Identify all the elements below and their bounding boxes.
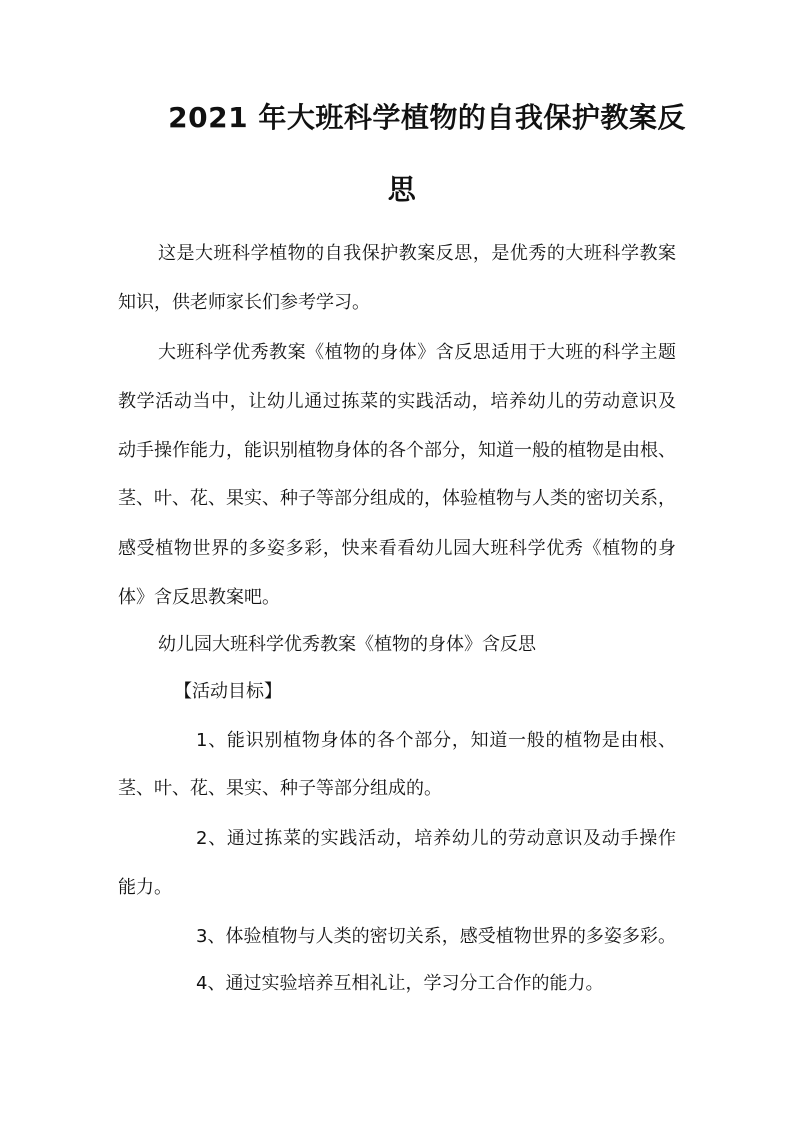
goal-item-line: 茎、叶、花、果实、种子等部分组成的。 (118, 778, 442, 799)
paragraph-line: 茎、叶、花、果实、种子等部分组成的，体验植物与人类的密切关系， (118, 488, 676, 509)
goal-item-line: 4、通过实验培养互相礼让，学习分工合作的能力。 (196, 973, 604, 994)
goal-item-line: 3、体验植物与人类的密切关系，感受植物世界的多姿多彩。 (196, 926, 676, 947)
goal-item-line: 能力。 (118, 877, 172, 898)
document-title-line-1: 2021 年大班科学植物的自我保护教案反 (168, 101, 686, 134)
goal-item-line: 1、能识别植物身体的各个部分，知道一般的植物是由根、 (196, 730, 676, 751)
activity-goals-heading: 【活动目标】 (174, 681, 282, 702)
section-heading: 幼儿园大班科学优秀教案《植物的身体》含反思 (158, 634, 536, 655)
paragraph-line: 这是大班科学植物的自我保护教案反思，是优秀的大班科学教案 (158, 243, 676, 264)
paragraph-line: 大班科学优秀教案《植物的身体》含反思适用于大班的科学主题 (158, 342, 676, 363)
paragraph-line: 体》含反思教案吧。 (118, 587, 280, 608)
goal-item-line: 2、通过拣菜的实践活动，培养幼儿的劳动意识及动手操作 (196, 828, 676, 849)
document-title-line-2: 思 (387, 173, 417, 206)
paragraph-line: 感受植物世界的多姿多彩，快来看看幼儿园大班科学优秀《植物的身 (118, 538, 676, 559)
paragraph-line: 动手操作能力，能识别植物身体的各个部分，知道一般的植物是由根、 (118, 440, 676, 461)
paragraph-line: 教学活动当中，让幼儿通过拣菜的实践活动，培养幼儿的劳动意识及 (118, 391, 676, 412)
paragraph-line: 知识，供老师家长们参考学习。 (118, 292, 370, 313)
